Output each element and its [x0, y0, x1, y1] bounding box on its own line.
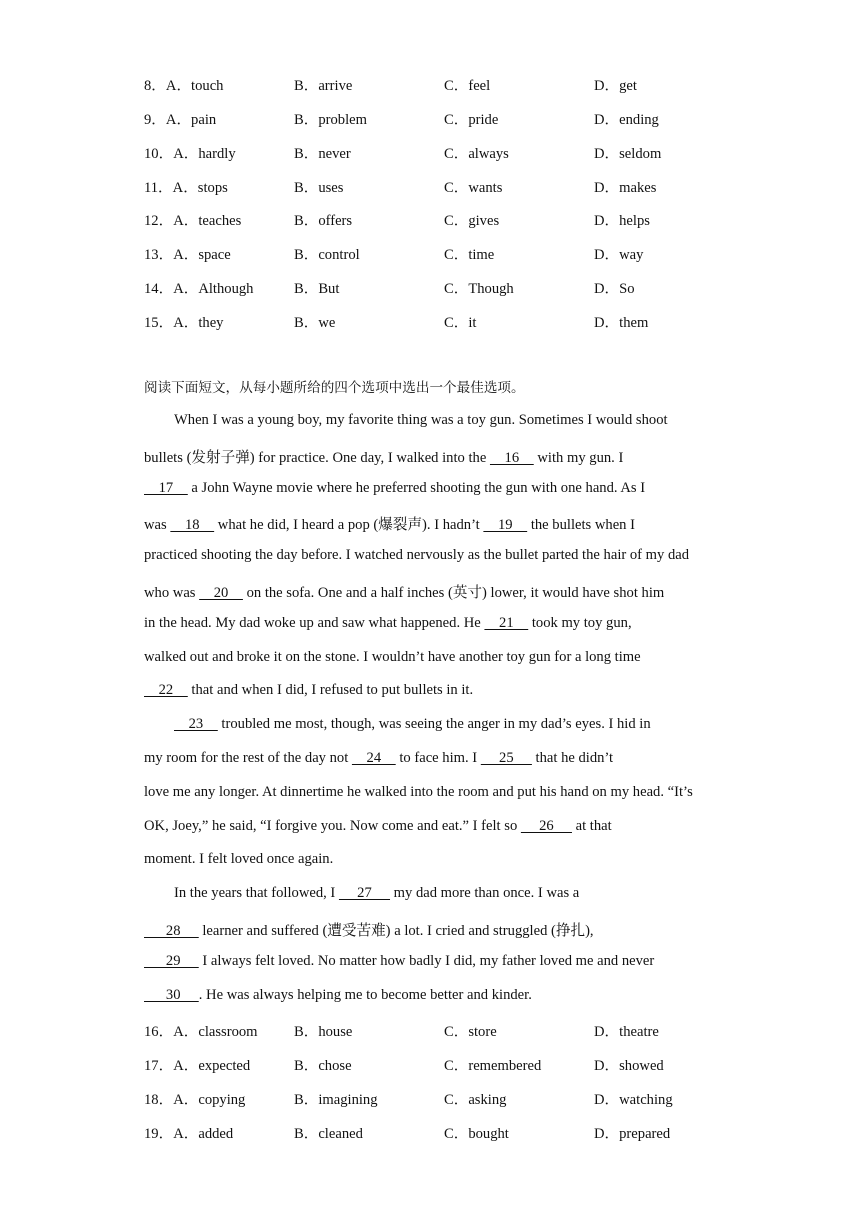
option-c: C．feel — [444, 78, 491, 94]
question-14 — [144, 277, 744, 297]
option-a: 13．A．space — [144, 247, 231, 263]
option-b: B．cleaned — [294, 1126, 363, 1142]
question-17 — [144, 1054, 744, 1074]
passage-line: in the head. My dad woke up and saw what happened. He 21 took my toy gun, — [144, 615, 632, 631]
option-b: B．imagining — [294, 1092, 378, 1108]
passage-line: love me any longer. At dinnertime he walked into the room and put his hand on my head. “It’s — [144, 784, 693, 800]
blank-26: 26 — [520, 818, 572, 834]
passage-line: walked out and broke it on the stone. I wouldn’t have another toy gun for a long time — [144, 649, 641, 665]
passage-line: 29 I always felt loved. No matter how badly I did, my father loved me and never — [144, 953, 655, 969]
blank-29: 29 — [144, 953, 199, 969]
option-b: B．offers — [294, 213, 353, 229]
question-13 — [144, 243, 744, 263]
option-a: 8．A．touch — [144, 78, 224, 94]
blank-20: 20 — [199, 585, 243, 601]
question-9 — [144, 108, 744, 128]
question-10 — [144, 142, 744, 162]
option-a: 10．A．hardly — [144, 146, 236, 162]
option-c: C．Though — [444, 281, 514, 297]
option-b: B．control — [294, 247, 360, 263]
option-c: C．time — [444, 247, 495, 263]
passage-line: 22 that and when I did, I refused to put bullets in it. — [144, 682, 474, 698]
option-b: B．But — [294, 281, 340, 297]
option-c: C．asking — [444, 1092, 507, 1108]
blank-23: 23 — [174, 716, 218, 732]
option-c: C．store — [444, 1024, 497, 1040]
option-b: B．we — [294, 315, 336, 331]
option-a: 15．A．they — [144, 315, 224, 331]
option-c: C．it — [444, 315, 477, 331]
option-d: D．theatre — [594, 1024, 659, 1040]
blank-24: 24 — [351, 750, 396, 766]
option-c: C．remembered — [444, 1058, 542, 1074]
option-c: C．gives — [444, 213, 500, 229]
option-c: C．always — [444, 146, 509, 162]
passage-line: When I was a young boy, my favorite thing was a toy gun. Sometimes I would shoot — [174, 412, 668, 428]
option-d: D．way — [594, 247, 644, 263]
passage-line: OK, Joey,” he said, “I forgive you. Now come and eat.” I felt so 26 at that — [144, 818, 612, 834]
option-d: D．them — [594, 315, 649, 331]
option-d: D．showed — [594, 1058, 664, 1074]
blank-30: 30 — [144, 987, 199, 1003]
passage-line: was 18 what he did, I heard a pop (爆裂声). I hadn’t 19 the bullets when I — [144, 517, 635, 533]
passage-line: 23 troubled me most, though, was seeing the anger in my dad’s eyes. I hid in — [174, 716, 651, 732]
passage-line: my room for the rest of the day not 24 to face him. I 25 that he didn’t — [144, 750, 614, 766]
question-11 — [144, 176, 744, 196]
question-18 — [144, 1088, 744, 1108]
blank-28: 28 — [144, 923, 199, 939]
passage-line: who was 20 on the sofa. One and a half inches (英寸) lower, it would have shot him — [144, 585, 665, 601]
passage-line: bullets (发射子弹) for practice. One day, I walked into the 16 with my gun. I — [144, 450, 624, 466]
question-15 — [144, 311, 744, 331]
question-19 — [144, 1122, 744, 1142]
option-c: C．bought — [444, 1126, 509, 1142]
passage-line: 30 . He was always helping me to become better and kinder. — [144, 987, 532, 1003]
option-a: 12．A．teaches — [144, 213, 242, 229]
option-a: 14．A．Although — [144, 281, 254, 297]
option-d: D．get — [594, 78, 637, 94]
section-instruction: 阅读下面短文，从每小题所给的四个选项中选出一个最佳选项。 — [144, 380, 525, 396]
option-b: B．uses — [294, 180, 344, 196]
passage-line: practiced shooting the day before. I watched nervously as the bullet parted the hair of my dad — [144, 547, 690, 563]
blank-27: 27 — [338, 885, 391, 901]
passage-line: In the years that followed, I 27 my dad more than once. I was a — [174, 885, 580, 901]
option-d: D．seldom — [594, 146, 662, 162]
option-d: D．helps — [594, 213, 650, 229]
blank-19: 19 — [483, 517, 528, 533]
option-d: D．ending — [594, 112, 659, 128]
blank-16: 16 — [489, 450, 534, 466]
option-a: 19．A．added — [144, 1126, 234, 1142]
option-b: B．arrive — [294, 78, 353, 94]
question-12 — [144, 209, 744, 229]
option-a: 18．A．copying — [144, 1092, 246, 1108]
question-16 — [144, 1020, 744, 1040]
option-d: D．prepared — [594, 1126, 671, 1142]
option-b: B．never — [294, 146, 351, 162]
option-a: 16．A．classroom — [144, 1024, 258, 1040]
option-b: B．chose — [294, 1058, 352, 1074]
option-a: 17．A．expected — [144, 1058, 251, 1074]
option-a: 9．A．pain — [144, 112, 217, 128]
blank-22: 22 — [144, 682, 188, 698]
passage-line: 28 learner and suffered (遭受苦难) a lot. I cried and struggled (挣扎), — [144, 923, 594, 939]
option-d: D．watching — [594, 1092, 673, 1108]
blank-18: 18 — [170, 517, 215, 533]
option-c: C．wants — [444, 180, 503, 196]
option-d: D．So — [594, 281, 635, 297]
option-b: B．house — [294, 1024, 353, 1040]
blank-17: 17 — [144, 480, 188, 496]
option-c: C．pride — [444, 112, 499, 128]
passage-line: 17 a John Wayne movie where he preferred shooting the gun with one hand. As I — [144, 480, 646, 496]
passage-line: moment. I felt loved once again. — [144, 851, 334, 867]
question-8 — [144, 74, 744, 94]
option-a: 11．A．stops — [144, 180, 228, 196]
blank-21: 21 — [484, 615, 529, 631]
option-b: B．problem — [294, 112, 367, 128]
blank-25: 25 — [480, 750, 532, 766]
option-d: D．makes — [594, 180, 657, 196]
